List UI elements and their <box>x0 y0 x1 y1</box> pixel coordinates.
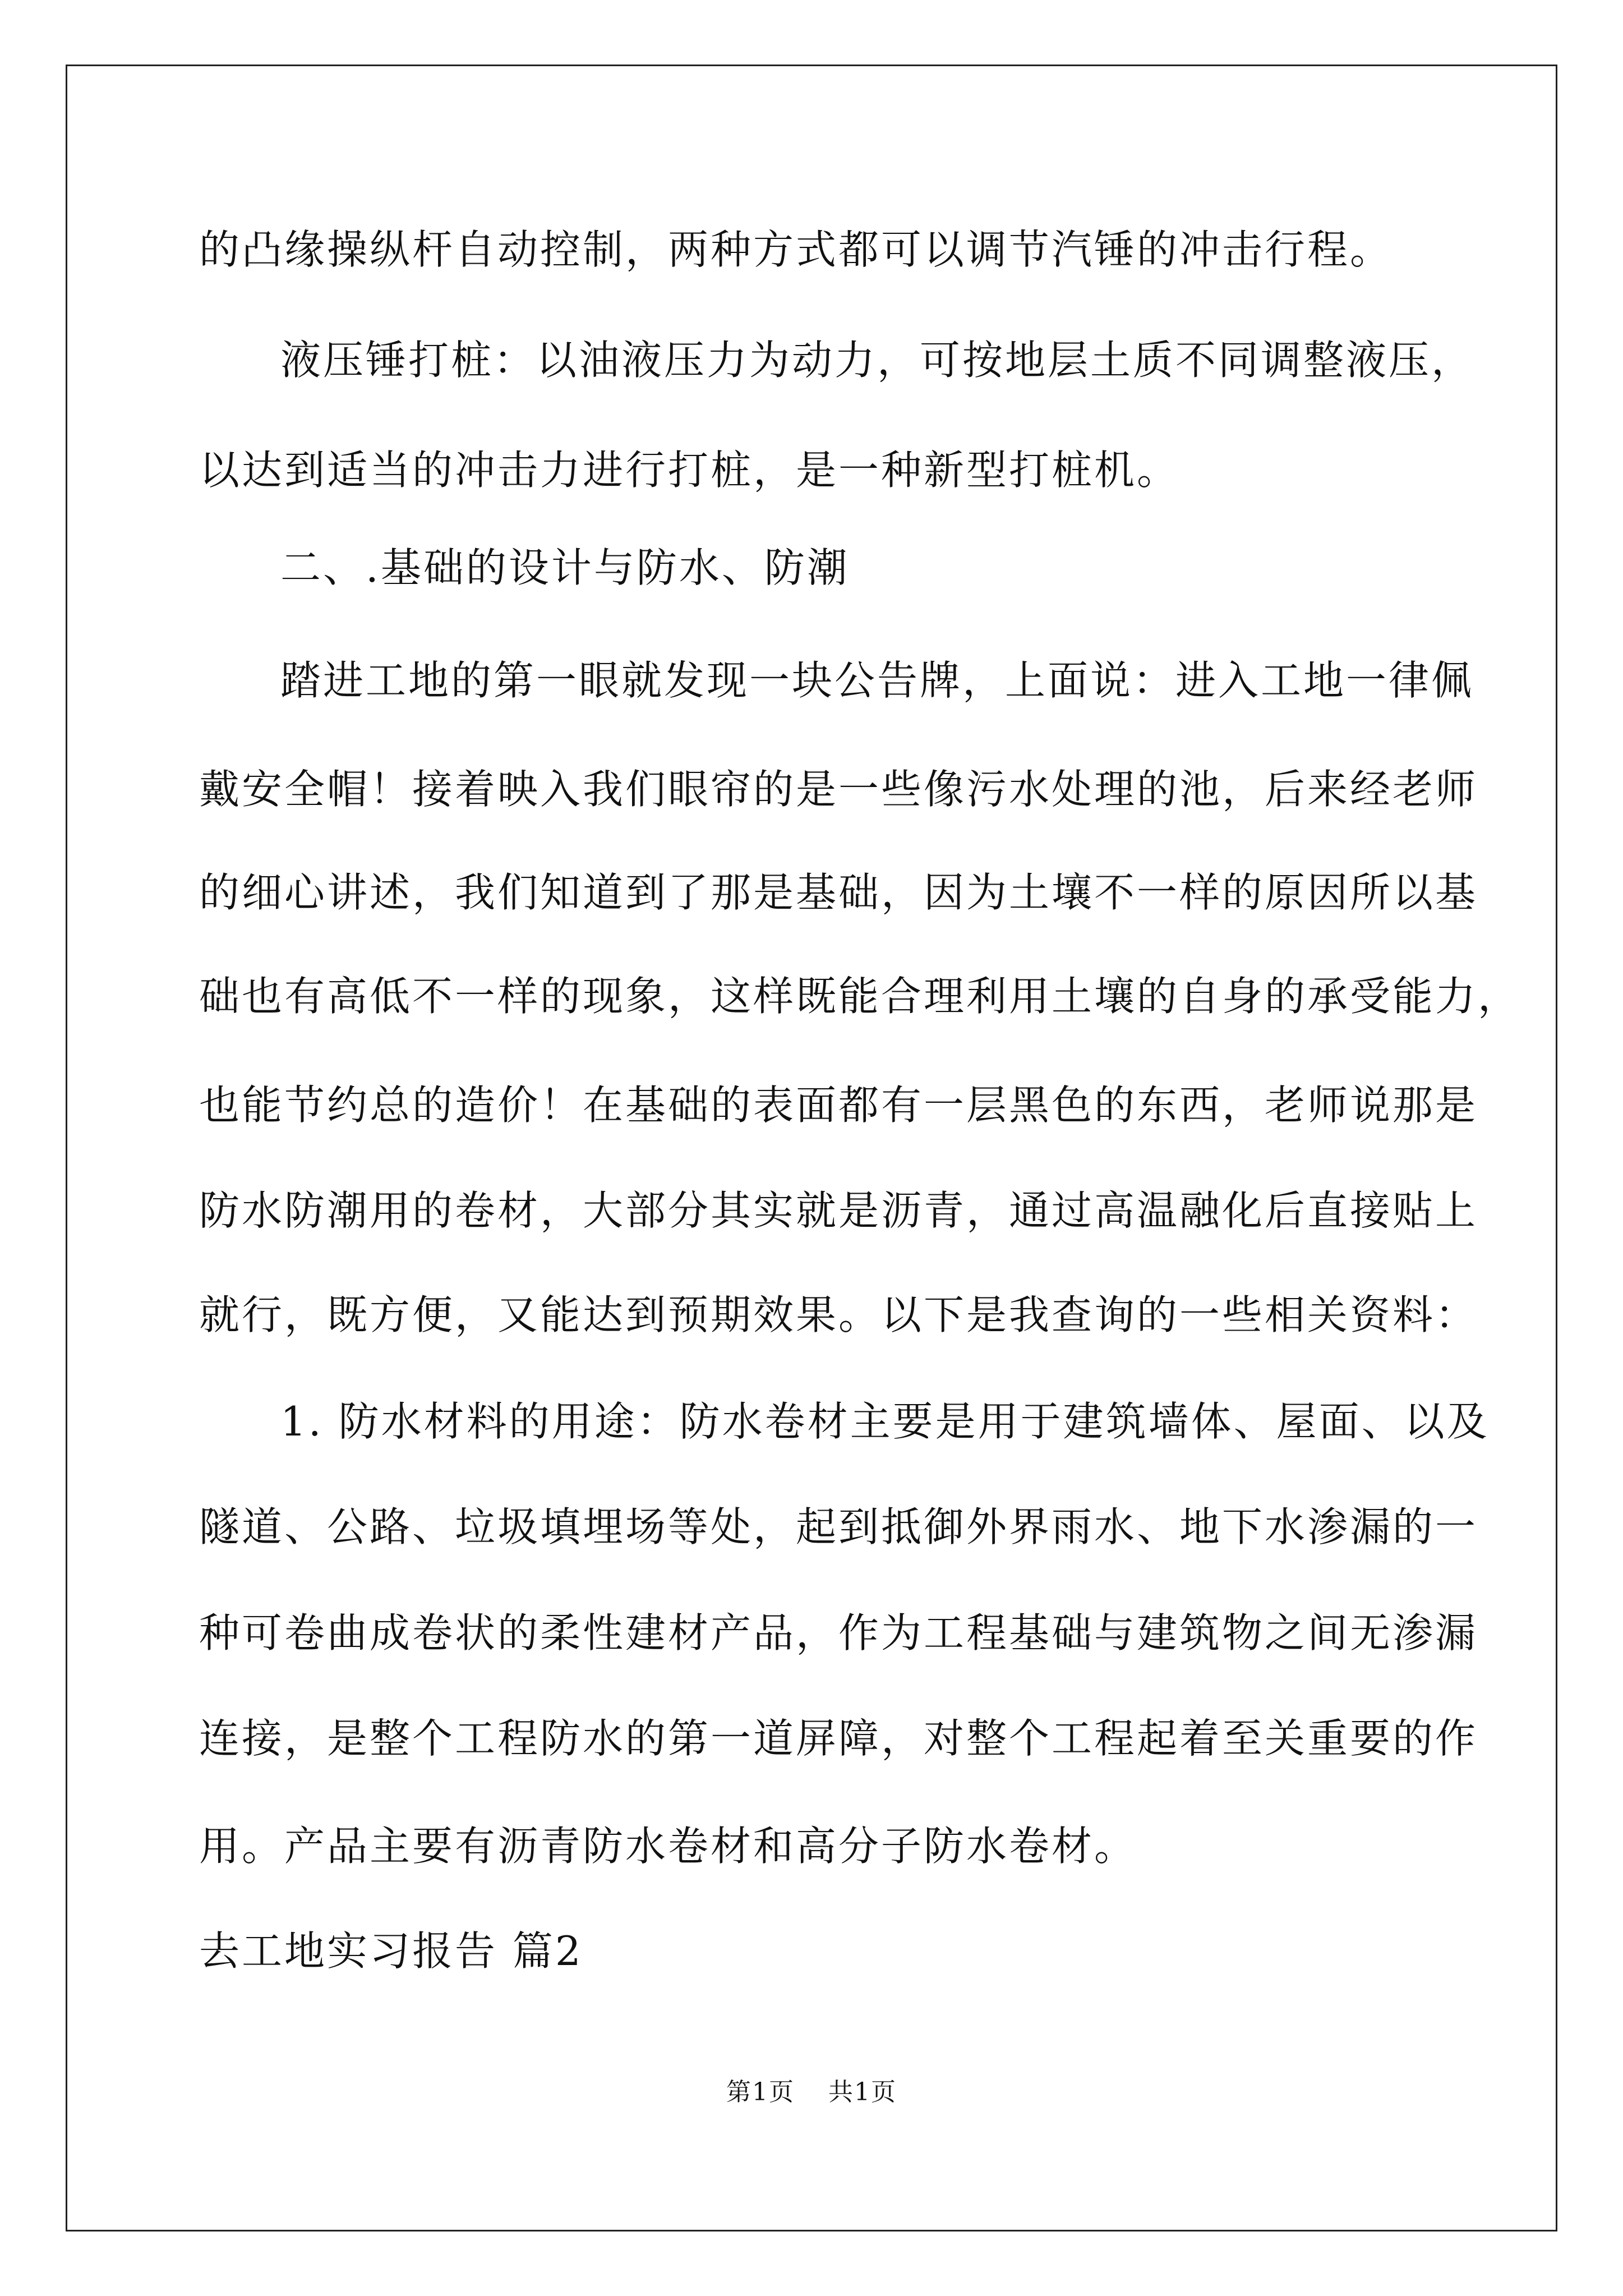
body-line-8: 础也有高低不一样的现象，这样既能合理利用土壤的自身的承受能力， <box>199 973 1521 1020</box>
body-line-13: 隧道、公路、垃圾填埋场等处，起到抵御外界雨水、地下水渗漏的一 <box>199 1503 1478 1550</box>
body-line-6: 戴安全帽！接着映入我们眼帘的是一些像污水处理的池，后来经老师 <box>199 766 1478 813</box>
list-item-1: 1. 防水材料的用途：防水卷材主要是用于建筑墙体、屋面、以及 <box>280 1398 1490 1445</box>
page-footer <box>0 2076 1623 2109</box>
body-line-5: 踏进工地的第一眼就发现一块公告牌，上面说：进入工地一律佩 <box>280 657 1474 704</box>
page-total: 共1页 <box>828 2078 897 2106</box>
body-line-7: 的细心讲述，我们知道到了那是基础，因为土壤不一样的原因所以基 <box>199 869 1478 916</box>
body-line-10: 防水防潮用的卷材，大部分其实就是沥青，通过高温融化后直接贴上 <box>199 1187 1478 1234</box>
body-line-3: 以达到适当的冲击力进行打桩，是一种新型打桩机。 <box>199 447 1180 494</box>
section-heading: 二、.基础的设计与防水、防潮 <box>280 544 850 591</box>
body-line-11: 就行，既方便，又能达到预期效果。以下是我查询的一些相关资料： <box>199 1291 1478 1338</box>
body-line-16: 用。产品主要有沥青防水卷材和高分子防水卷材。 <box>199 1823 1137 1870</box>
body-line-15: 连接，是整个工程防水的第一道屏障，对整个工程起着至关重要的作 <box>199 1715 1478 1762</box>
body-line-2: 液压锤打桩：以油液压力为动力，可按地层土质不同调整液压， <box>280 337 1474 384</box>
body-line-14: 种可卷曲成卷状的柔性建材产品，作为工程基础与建筑物之间无渗漏 <box>199 1609 1478 1657</box>
body-line-1: 的凸缘操纵杆自动控制，两种方式都可以调节汽锤的冲击行程。 <box>199 226 1393 273</box>
body-line-9: 也能节约总的造价！在基础的表面都有一层黑色的东西，老师说那是 <box>199 1082 1478 1129</box>
report-title: 去工地实习报告 篇2 <box>199 1927 583 1975</box>
page-border <box>66 65 1557 2231</box>
page-number: 第1页 <box>726 2078 795 2106</box>
